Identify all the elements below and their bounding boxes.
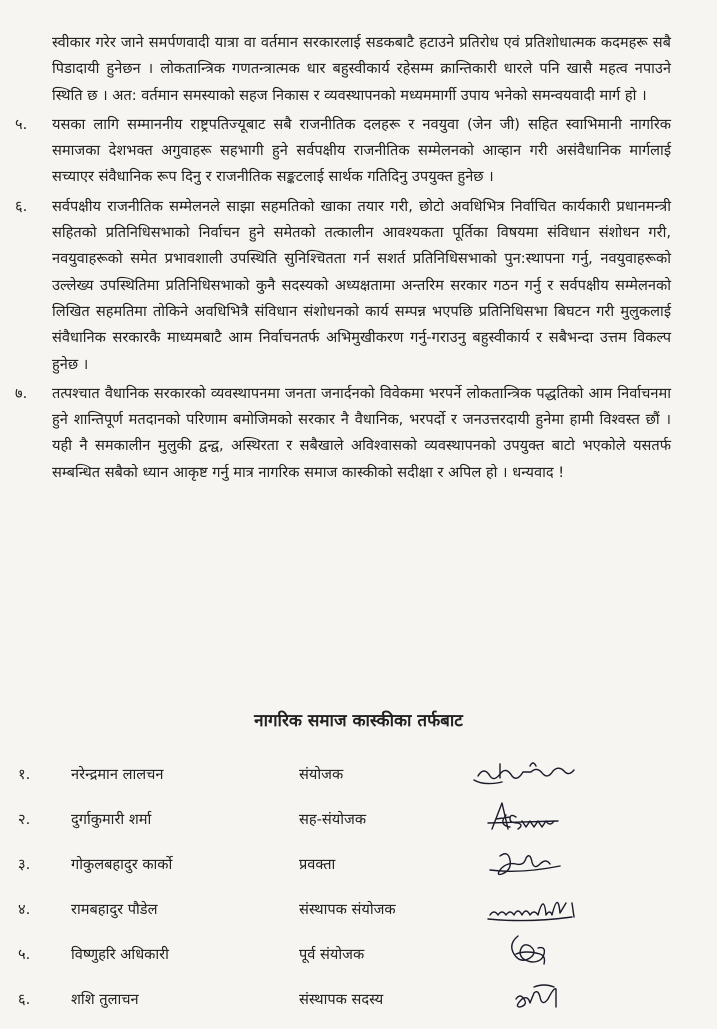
signatory-row — [0, 989, 717, 1029]
handwritten-signature-image — [460, 840, 610, 884]
signatory-role: सह-संयोजक — [299, 811, 367, 828]
point-text: सर्वपक्षीय राजनीतिक सम्मेलनले साझा सहमतिको खाका तयार गरी, छोटो अवधिभित्र निर्वाचित कार्यकारी प्रधानमन्त्री सहितको प्रतिनिधिसभाको निर्वाचन हुने समेतको तत्कालीन आवश्यकता पूर्तिका विषयमा संविधान संशोधन गरी, नवयुवाहरूको समेत प्रभावशाली उपस्थिति सुनिश्चितता गर्न सशर्त प्रतिनिधिसभाको पुन:स्थापना गर्नु, नवयुवाहरूको उल्लेख्य उपस्थितिमा प्रतिनिधिसभाको कुनै सदस्यको अध्यक्षतामा अन्तरिम सरकार गठन गर्नु र सर्वपक्षीय सम्मेलनको लिखित सहमतिमा तोकिने अवधिभित्रै संविधान संशोधनको कार्य सम्पन्न भएपछि प्रतिनिधिसभा बिघटन गरी मुलुकलाई संवैधानिक सरकारकै माध्यमबाटै आम निर्वाचनतर्फ अभिमुखीकरण गर्नु-गराउनु बहुस्वीकार्य र सबैभन्दा उत्तम विकल्प हुनेछ । — [52, 197, 671, 373]
point-number: ७. — [15, 384, 28, 402]
signatory-name: शशि तुलाचन — [71, 991, 139, 1008]
point-text: तत्पश्चात वैधानिक सरकारको व्यवस्थापनमा जनता जनार्दनको विवेकमा भरपर्ने लोकतान्त्रिक पद्धतिको आम निर्वाचनमा हुने शान्तिपूर्ण मतदानको परिणाम बमोजिमको सरकार नै वैधानिक, भरपर्दो र जनउत्तरदायी हुनेमा हामी विश्वस्त छौं । यही नै समकालीन मुलुकी द्वन्द्व, अस्थिरता र सबैखाले अविश्वासको व्यवस्थापनको उपयुक्त बाटो भएकोले यसतर्फ सम्बन्धित सबैको ध्यान आकृष्ट गर्नु मात्र नागरिक समाज कास्कीको सदीक्षा र अपिल हो । धन्यवाद ! — [52, 384, 671, 481]
point-number: ५. — [15, 115, 28, 133]
signatory-name: नरेन्द्रमान लालचन — [71, 766, 164, 783]
handwritten-signature-image — [460, 885, 610, 929]
signatory-role: संस्थापक संयोजक — [299, 901, 396, 918]
signatories-heading: नागरिक समाज कास्कीका तर्फबाट — [254, 711, 463, 731]
numbered-point-5 — [15, 112, 671, 191]
numbered-point-6 — [15, 194, 671, 378]
handwritten-signature-image — [460, 975, 610, 1019]
handwritten-signature-image — [460, 750, 610, 794]
numbered-point-7 — [15, 381, 671, 486]
signatory-number: ३. — [18, 856, 31, 873]
signatory-role: संस्थापक सदस्य — [299, 991, 384, 1008]
signatory-number: ५. — [18, 946, 31, 963]
handwritten-signature-image — [460, 795, 610, 839]
signatory-role: संयोजक — [299, 766, 344, 783]
signatory-number: ४. — [18, 901, 31, 918]
intro-paragraph: स्वीकार गरेर जाने समर्पणवादी यात्रा वा वर्तमान सरकारलाई सडकबाटै हटाउने प्रतिरोध एवं प्रतिशोधात्मक कदमहरू सबै पिडादायी हुनेछन । लोकतान्त्रिक गणतन्त्रात्मक धार बहुस्वीकार्य रहेसम्म क्रान्तिकारी धारले पनि खासै महत्व नपाउने स्थिति छ । अत: वर्तमान समस्याको सहज निकास र व्यवस्थापनको मध्यममार्गी उपाय भनेको समन्वयवादी मार्ग हो । — [52, 34, 671, 104]
signatory-role: प्रवक्ता — [299, 856, 336, 873]
signatory-name: दुर्गाकुमारी शर्मा — [71, 811, 152, 828]
signatory-name: गोकुलबहादुर कार्को — [71, 856, 173, 873]
signatory-number: २. — [18, 811, 31, 828]
signatory-role: पूर्व संयोजक — [299, 946, 365, 963]
signatory-number: ६. — [18, 991, 31, 1008]
point-number: ६. — [15, 197, 28, 215]
signatory-name: विष्णुहरि अधिकारी — [71, 946, 169, 963]
signatory-name: रामबहादुर पौडेल — [71, 901, 158, 918]
document-body — [0, 30, 717, 486]
signatory-number: १. — [18, 766, 31, 783]
handwritten-signature-image — [460, 930, 610, 974]
point-text: यसका लागि सम्माननीय राष्ट्रपतिज्यूबाट सबै राजनीतिक दलहरू र नवयुवा (जेन जी) सहित स्वाभिमानी नागरिक समाजका देशभक्त अगुवाहरू सहभागी हुने सर्वपक्षीय राजनीतिक सम्मेलनको आव्हान गरी असंवैधानिक मार्गलाई सच्याएर संवैधानिक रूप दिनु र राजनीतिक सङ्कटलाई सार्थक गतिदिनु उपयुक्त हुनेछ । — [52, 115, 671, 186]
